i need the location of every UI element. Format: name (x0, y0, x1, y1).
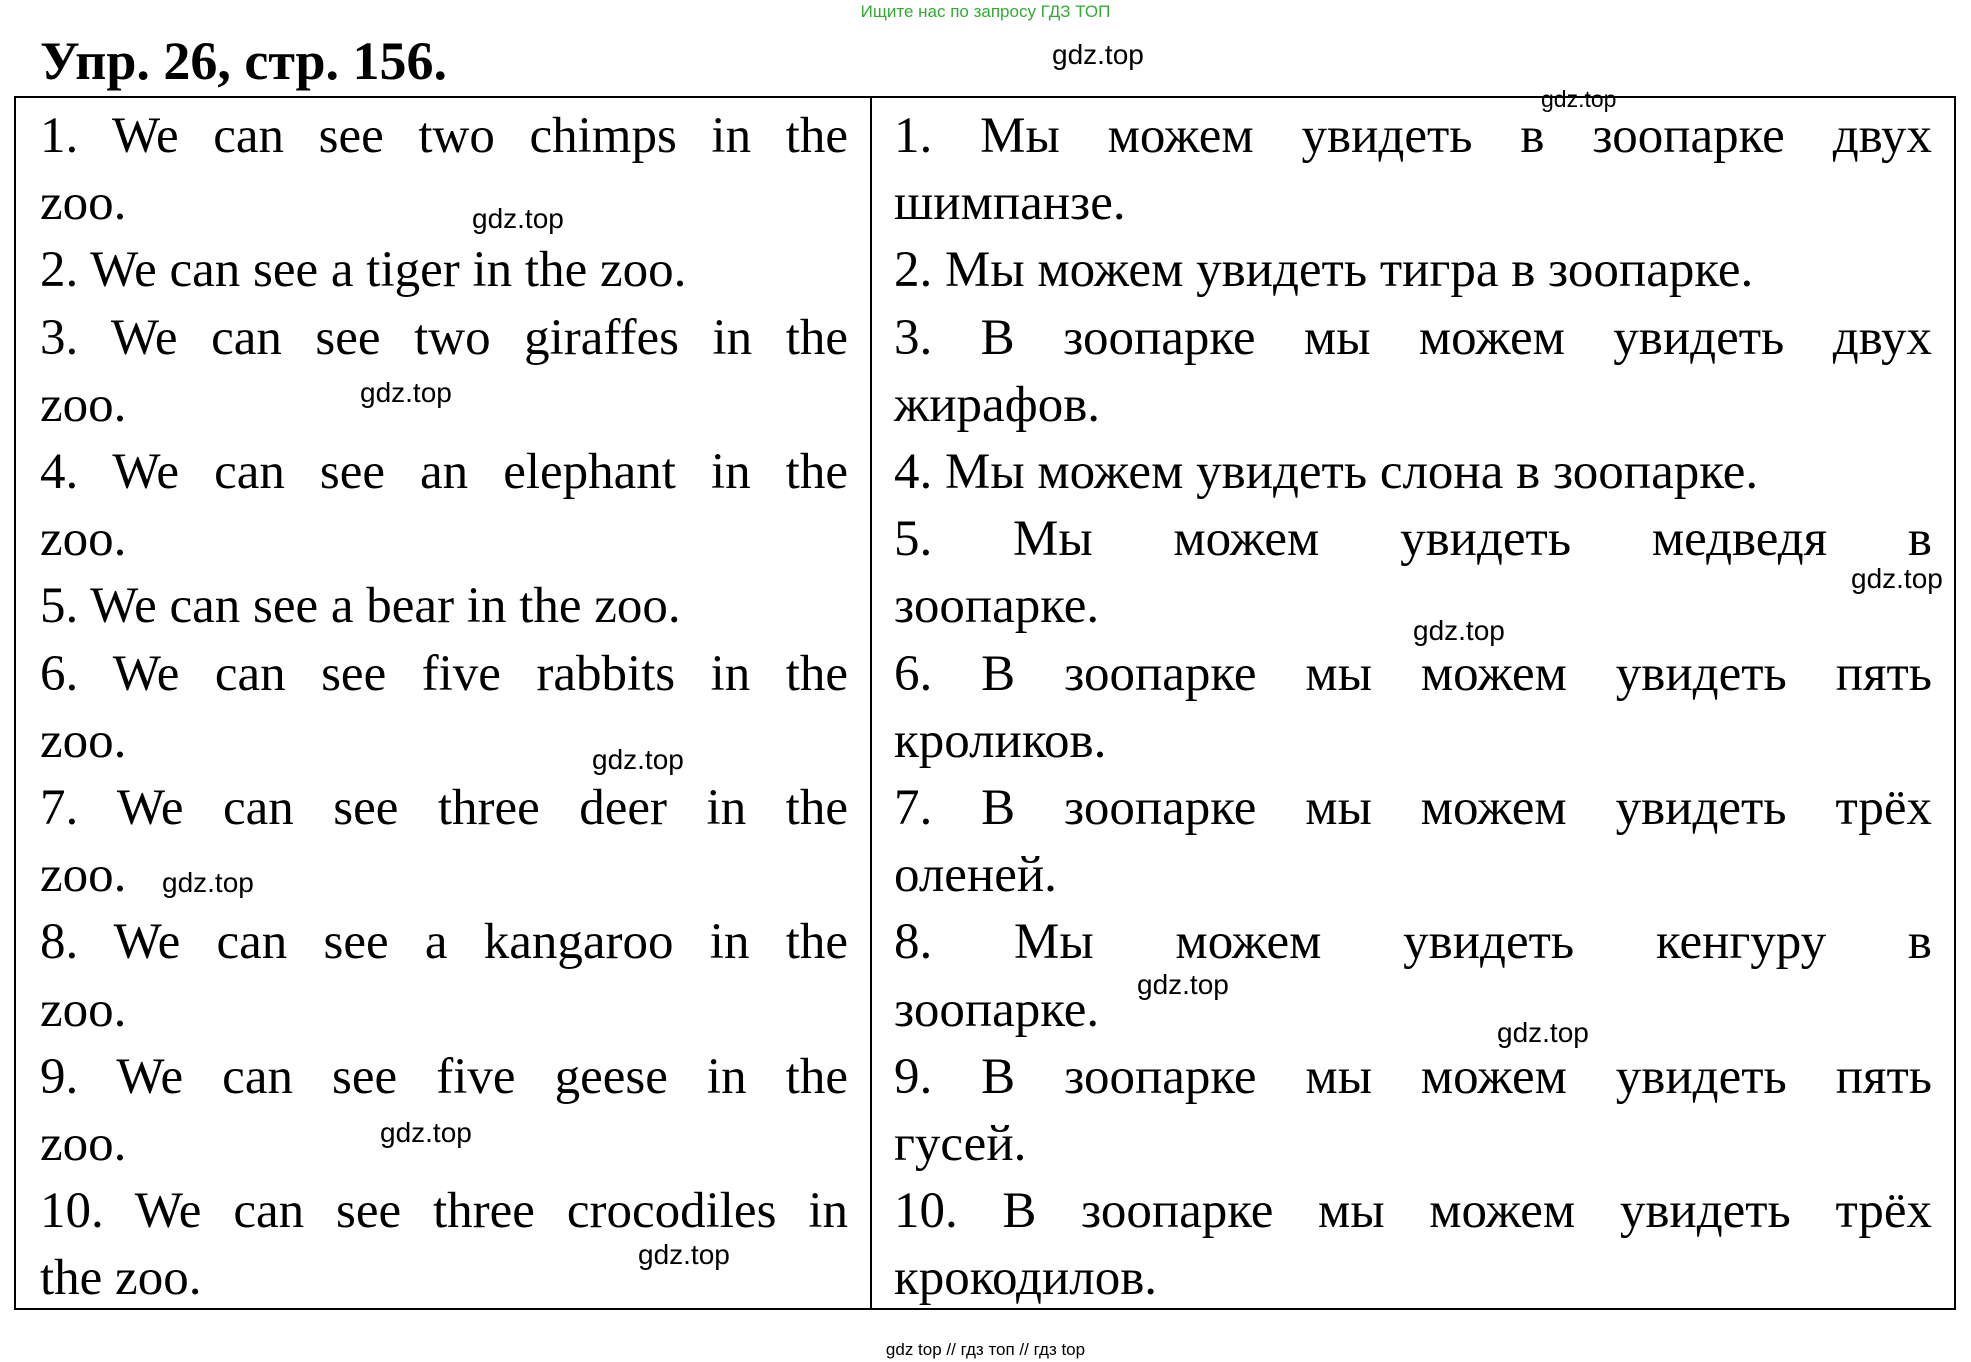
watermark: gdz.top (638, 1239, 730, 1270)
watermark: gdz.top (380, 1117, 472, 1148)
russian-sentence-line: кроликов. (894, 712, 1107, 769)
english-sentence-line: 9. We can see five geese in the (40, 1048, 848, 1105)
russian-sentence-line: зоопарке. (894, 981, 1100, 1038)
russian-sentence-line: 7. В зоопарке мы можем увидеть трёх (894, 780, 1932, 837)
english-sentence-line: 10. We can see three crocodiles in (40, 1183, 848, 1240)
english-sentence-line: zoo. (40, 511, 127, 568)
english-sentence-line: 5. We can see a bear in the zoo. (40, 578, 681, 635)
russian-sentence-line: гусей. (894, 1116, 1027, 1173)
watermark: gdz.top (1413, 615, 1505, 646)
watermark: gdz.top (472, 203, 564, 234)
english-sentence-line: 6. We can see five rabbits in the (40, 645, 848, 702)
english-sentence-line: zoo. (40, 981, 127, 1038)
watermark: gdz.top (1137, 969, 1229, 1000)
english-sentence-line: 4. We can see an elephant in the (40, 444, 848, 501)
english-sentence-line: the zoo. (40, 1250, 202, 1307)
english-sentence-line: zoo. (40, 847, 127, 904)
russian-sentence-line: 4. Мы можем увидеть слона в зоопарке. (894, 444, 1759, 501)
watermark: gdz.top (592, 744, 684, 775)
watermark: gdz.top (1497, 1017, 1589, 1048)
russian-sentence-line: 6. В зоопарке мы можем увидеть пять (894, 645, 1932, 702)
english-sentence-line: 2. We can see a tiger in the zoo. (40, 242, 687, 299)
english-sentence-line: zoo. (40, 1116, 127, 1173)
russian-sentence-line: оленей. (894, 847, 1057, 904)
russian-sentence-line: зоопарке. (894, 578, 1100, 635)
watermark: gdz.top (1541, 86, 1617, 112)
russian-sentence-line: 5. Мы можем увидеть медведя в (894, 511, 1932, 568)
english-sentence-line: zoo. (40, 712, 127, 769)
answer-table (14, 96, 1956, 1310)
russian-sentence-line: крокодилов. (894, 1250, 1158, 1307)
english-sentence-line: zoo. (40, 175, 127, 232)
russian-sentence-line: 1. Мы можем увидеть в зоопарке двух (894, 108, 1932, 164)
russian-sentence-line: шимпанзе. (894, 175, 1126, 232)
search-note: Ищите нас по запросу ГДЗ ТОП (860, 2, 1111, 21)
russian-sentence-line: 3. В зоопарке мы можем увидеть двух (894, 309, 1932, 366)
watermark: gdz.top (1052, 39, 1144, 70)
watermark: gdz.top (1851, 563, 1943, 594)
english-sentence-line: 1. We can see two chimps in the (40, 108, 848, 164)
page-title: Упр. 26, стр. 156. (40, 31, 448, 91)
russian-sentence-line: 9. В зоопарке мы можем увидеть пять (894, 1048, 1932, 1105)
english-sentence-line: zoo. (40, 376, 127, 433)
watermark: gdz.top (360, 377, 452, 408)
english-sentence-line: 7. We can see three deer in the (40, 780, 848, 837)
russian-sentence-line: 2. Мы можем увидеть тигра в зоопарке. (894, 242, 1754, 299)
russian-sentence-line: жирафов. (894, 376, 1101, 433)
russian-sentence-line: 8. Мы можем увидеть кенгуру в (894, 914, 1932, 971)
english-sentence-line: 3. We can see two giraffes in the (40, 309, 848, 366)
watermark: gdz.top (162, 867, 254, 898)
russian-sentence-line: 10. В зоопарке мы можем увидеть трёх (894, 1183, 1932, 1240)
russian-column (872, 98, 1954, 1308)
footer-note: gdz top // гдз топ // гдз top (885, 1340, 1086, 1359)
english-sentence-line: 8. We can see a kangaroo in the (40, 914, 848, 971)
